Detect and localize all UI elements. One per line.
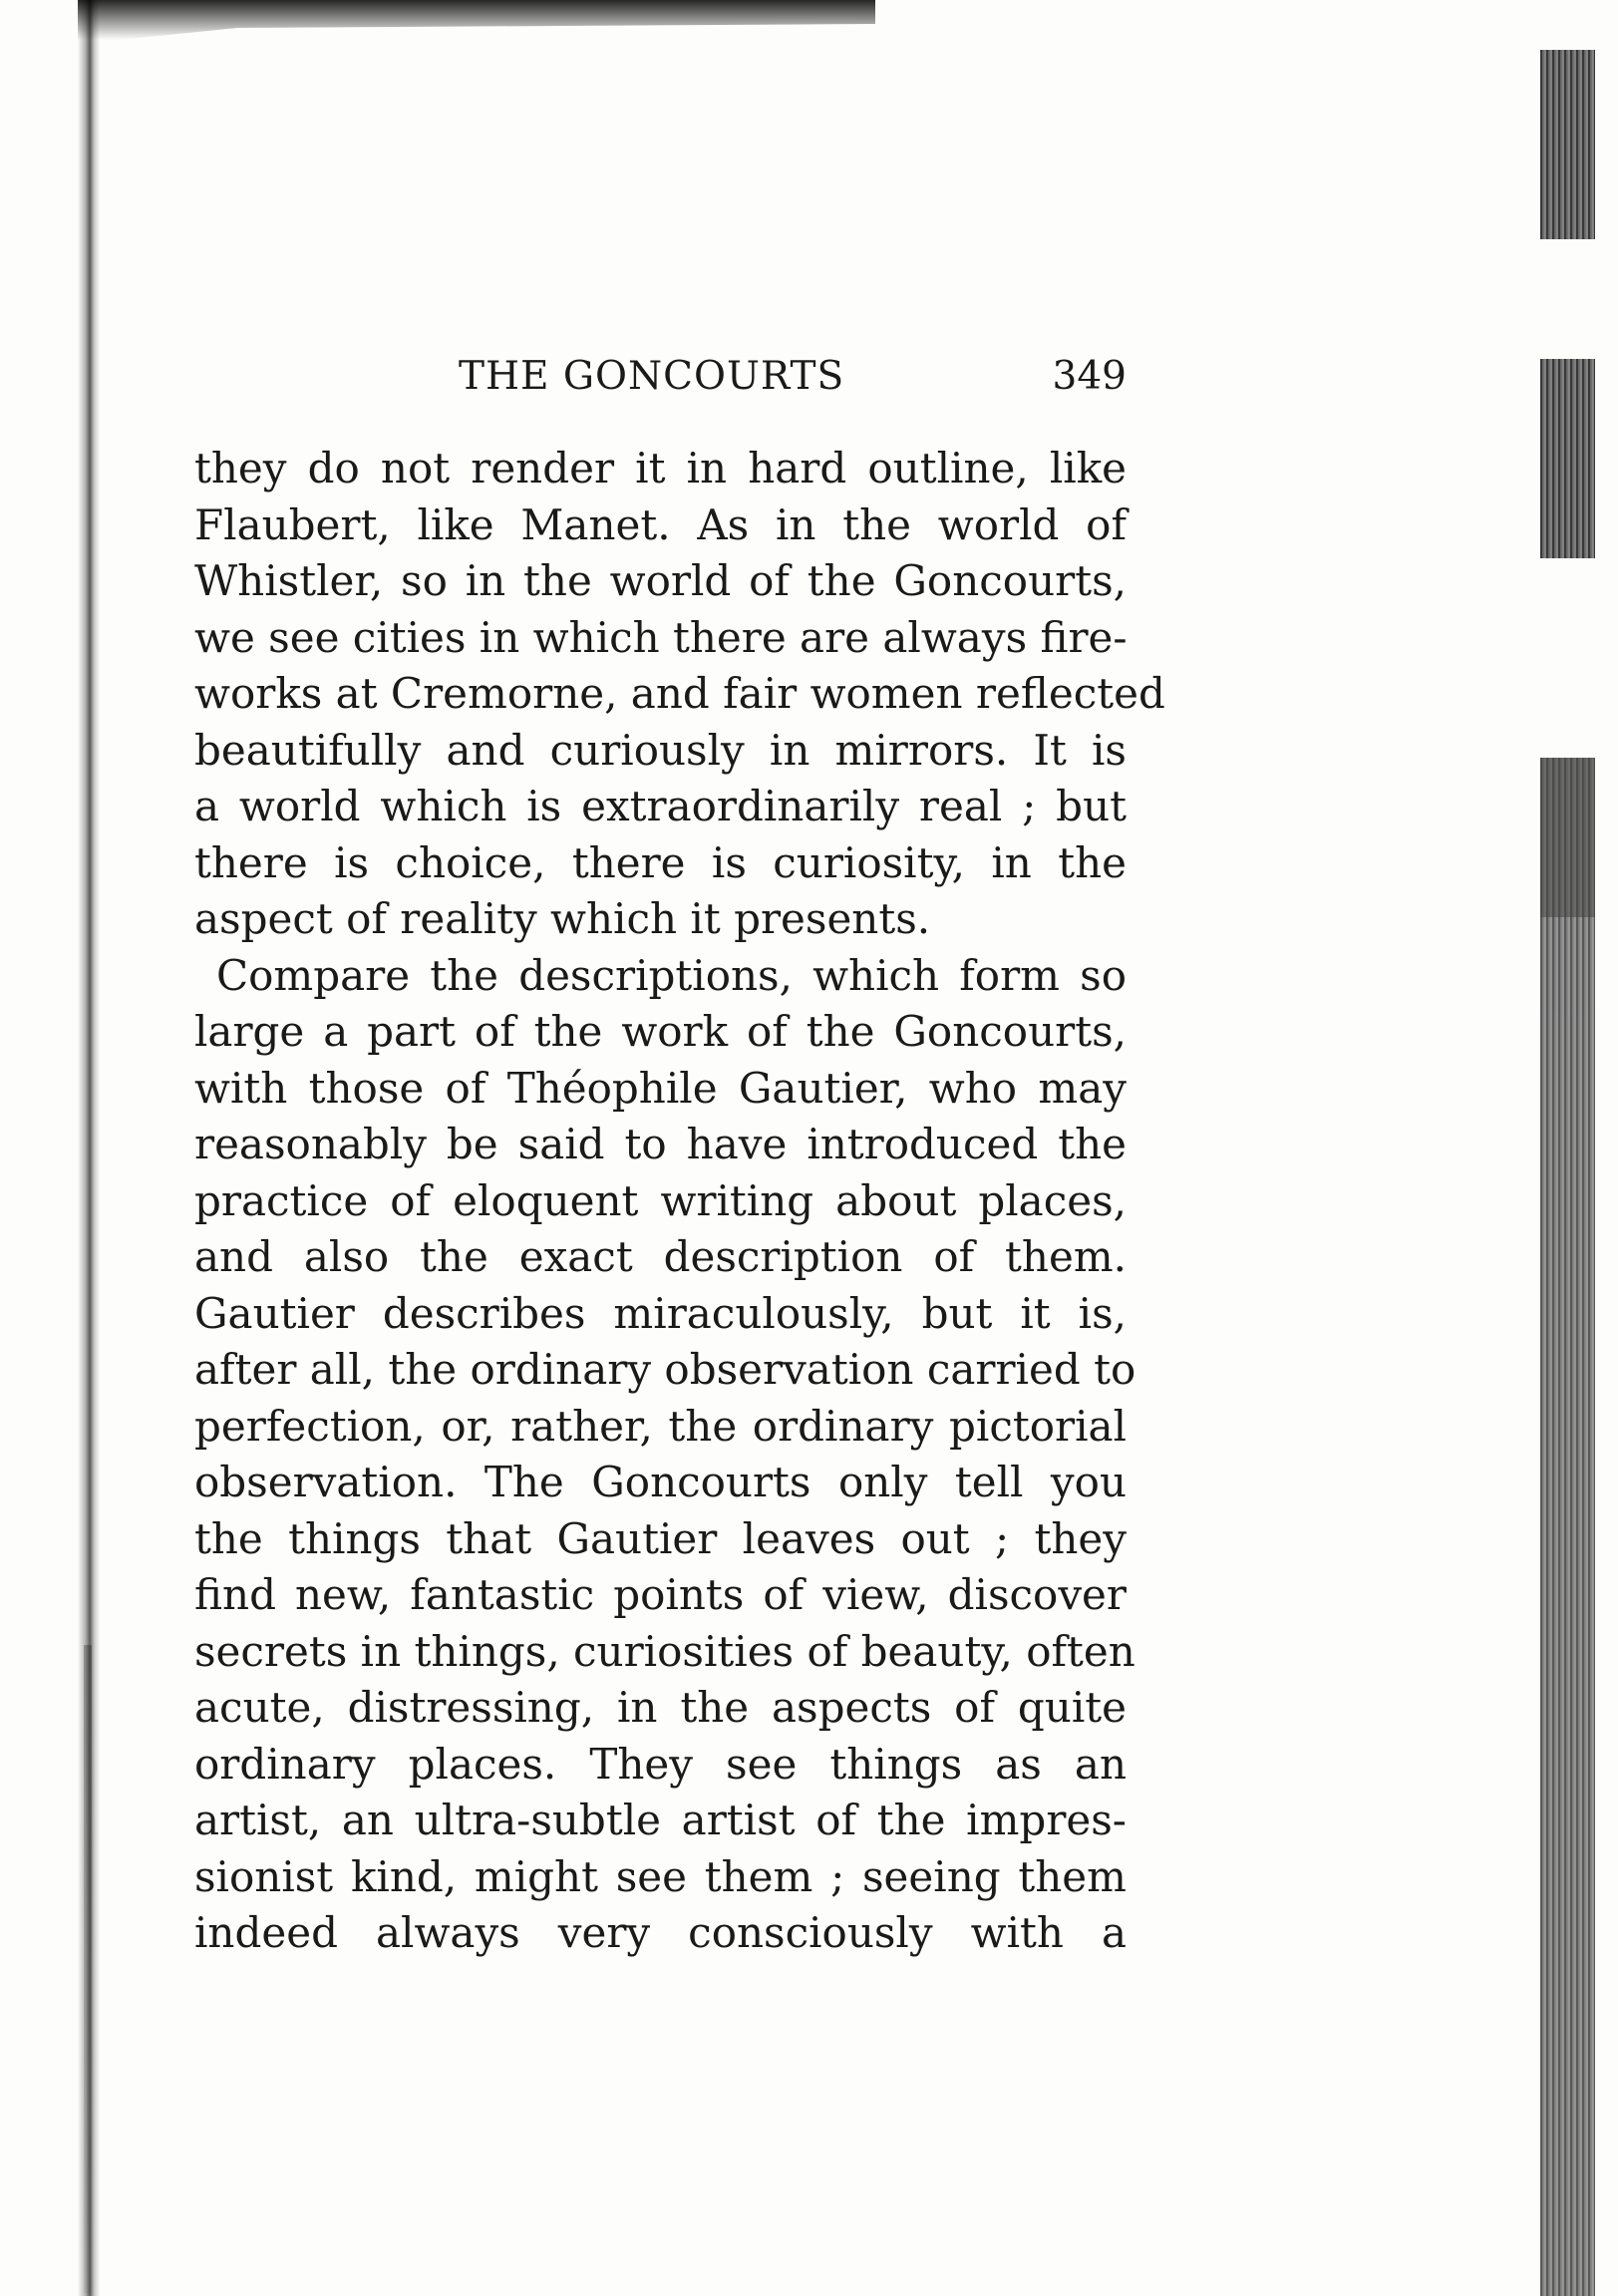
text-line: sionist kind, might see them ; seeing them xyxy=(194,1851,1127,1901)
text-line: the things that Gautier leaves out ; they xyxy=(194,1513,1127,1563)
text-line: they do not render it in hard outline, like xyxy=(194,444,1127,492)
text-line: observation. The Goncourts only tell you xyxy=(194,1458,1127,1506)
running-header xyxy=(194,354,1127,404)
scan-shadow-top xyxy=(78,0,875,40)
text-line: a world which is extraordinarily real ; but xyxy=(194,782,1127,830)
text-line: artist, an ultra-subtle artist of the impres- xyxy=(194,1796,1127,1844)
text-line: find new, fantastic points of view, discover xyxy=(194,1570,1127,1619)
scan-edge-strip-middle xyxy=(1540,359,1595,558)
page-number: 349 xyxy=(1052,354,1127,399)
text-line: with those of Théophile Gautier, who may xyxy=(194,1063,1127,1113)
text-line: acute, distressing, in the aspects of quite xyxy=(194,1683,1127,1732)
text-line: and also the exact description of them. xyxy=(194,1232,1127,1281)
text-line: Compare the descriptions, which form so xyxy=(216,950,1127,1000)
text-line: aspect of reality which it presents. xyxy=(194,894,931,943)
text-line: indeed always very consciously with a xyxy=(194,1908,1127,1957)
scan-binding-edge-lower xyxy=(84,1645,92,2293)
text-line: beautifully and curiously in mirrors. It is xyxy=(194,725,1127,775)
scan-edge-strip-top xyxy=(1540,50,1595,239)
text-line: large a part of the work of the Goncourts, xyxy=(194,1007,1127,1056)
text-line: perfection, or, rather, the ordinary pictorial xyxy=(194,1401,1127,1451)
text-line: we see cities in which there are always fire- xyxy=(194,612,1128,662)
text-line: ordinary places. They see things as an xyxy=(194,1739,1127,1789)
body-text xyxy=(194,441,1165,1962)
text-line: practice of eloquent writing about places, xyxy=(194,1175,1127,1225)
text-line: reasonably be said to have introduced the xyxy=(194,1120,1127,1168)
running-header-title: THE GONCOURTS xyxy=(459,354,845,399)
text-line: after all, the ordinary observation carried to xyxy=(194,1345,1136,1394)
text-line: secrets in things, curiosities of beauty, often xyxy=(194,1626,1135,1676)
text-line: Gautier describes miraculously, but it is, xyxy=(194,1288,1127,1338)
text-line: works at Cremorne, and fair women reflected xyxy=(194,669,1165,718)
scan-edge-strip-bottom xyxy=(1540,758,1595,2296)
text-line: there is choice, there is curiosity, in the xyxy=(194,837,1127,887)
text-line: Whistler, so in the world of the Goncourts, xyxy=(194,556,1127,605)
text-line: Flaubert, like Manet. As in the world of xyxy=(194,499,1127,549)
